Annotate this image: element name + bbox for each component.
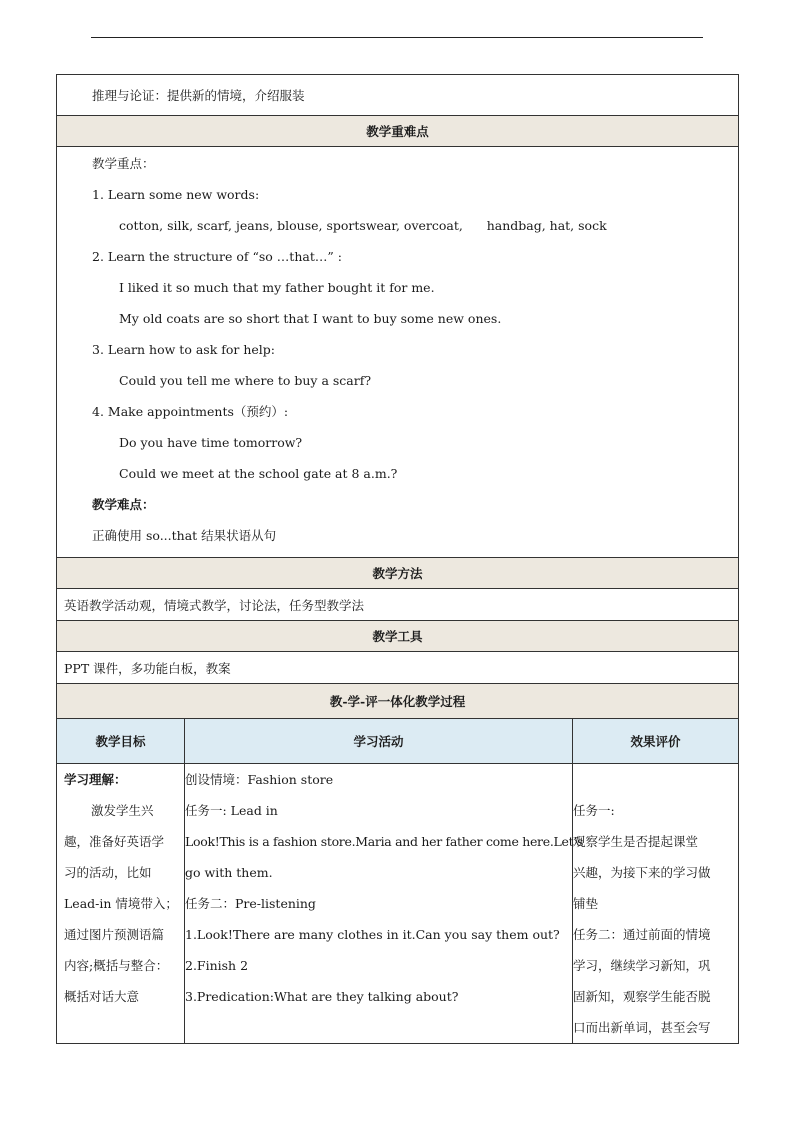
key-item-2-example-1: I liked it so much that my father bought it for me. [119,280,435,295]
activity-line: 3.Predication:What are they talking about? [185,989,459,1004]
key-item-1: 1. Learn some new words: [92,187,260,202]
goal-line: 通过图片预测语篇 [64,927,165,942]
goal-line: 内容;概括与整合： [64,958,169,973]
tools-text: PPT 课件，多功能白板，教案 [64,660,231,676]
goal-line: Lead-in 情境带入； [64,896,178,911]
tools-header-row [57,621,739,652]
reasoning-text: 推理与论证：提供新的情境，介绍服装 [92,88,305,103]
methods-row [57,589,739,621]
activity-line: go with them. [185,865,273,880]
eval-line: 铺垫 [573,896,599,911]
eval-line: 任务二：通过前面的情境 [573,927,711,942]
activity-line: 任务二：Pre-listening [185,896,316,911]
key-item-4: 4. Make appointments（预约）: [92,404,289,419]
eval-line: 观察学生是否提起课堂 [573,834,699,849]
activity-line: 1.Look!There are many clothes in it.Can you say them out? [185,927,560,942]
methods-header: 教学方法 [57,558,739,589]
eval-line: 任务一: [573,803,615,818]
header-rule [91,37,703,38]
eval-line: 学习，继续学习新知，巩 [573,958,711,973]
activity-line: 创设情境：Fashion store [185,772,334,787]
eval-line: 兴趣，为接下来的学习做 [573,865,711,880]
key-item-4-example-2: Could we meet at the school gate at 8 a.m.? [119,466,398,481]
lesson-plan-table [56,74,739,1044]
key-points-header-row [57,116,739,147]
process-header-row [57,684,739,719]
reasoning-row [57,75,739,116]
key-points-row [57,147,739,558]
key-item-2-example-2: My old coats are so short that I want to buy some new ones. [119,311,502,326]
goal-line: 趣，准备好英语学 [64,834,165,849]
key-item-2: 2. Learn the structure of “so …that…” : [92,249,342,264]
focus-label: 教学重点： [92,156,155,171]
methods-text: 英语教学活动观，情境式教学，讨论法，任务型教学法 [64,597,365,613]
activity-line: 任务一: Lead in [185,803,278,818]
goal-line: 概括对话大意 [64,989,140,1004]
key-item-4-example-1: Do you have time tomorrow? [119,435,303,450]
tools-header: 教学工具 [57,621,739,652]
methods-header-row [57,558,739,589]
col-header-activity: 学习活动 [185,719,573,764]
goal-line: 习的活动，比如 [64,865,152,880]
difficulty-text: 正确使用 so...that 结果状语从句 [92,528,277,543]
eval-line: 固新知，观察学生能否脱 [573,989,711,1004]
eval-line [573,764,738,795]
tools-row [57,652,739,684]
goal-line: 激发学生兴 [91,803,154,818]
eval-line: 口而出新单词，甚至会写 [573,1020,711,1035]
key-item-3-example-1: Could you tell me where to buy a scarf? [119,373,372,388]
process-content-row [57,764,739,1044]
activity-line: 2.Finish 2 [185,958,249,973]
process-header: 教-学-评一体化教学过程 [57,684,739,719]
activity-line: Look!This is a fashion store.Maria and her father come here.Let’s [185,834,584,849]
key-item-3: 3. Learn how to ask for help: [92,342,275,357]
col-header-goal: 教学目标 [57,719,185,764]
col-header-evaluation: 效果评价 [573,719,739,764]
key-item-1-words: cotton, silk, scarf, jeans, blouse, sportswear, overcoat, handbag, hat, sock [119,218,607,233]
goal-line: 学习理解： [64,772,127,787]
key-points-header: 教学重难点 [57,116,739,147]
difficulty-label: 教学难点： [92,497,155,512]
process-columns-row [57,719,739,764]
